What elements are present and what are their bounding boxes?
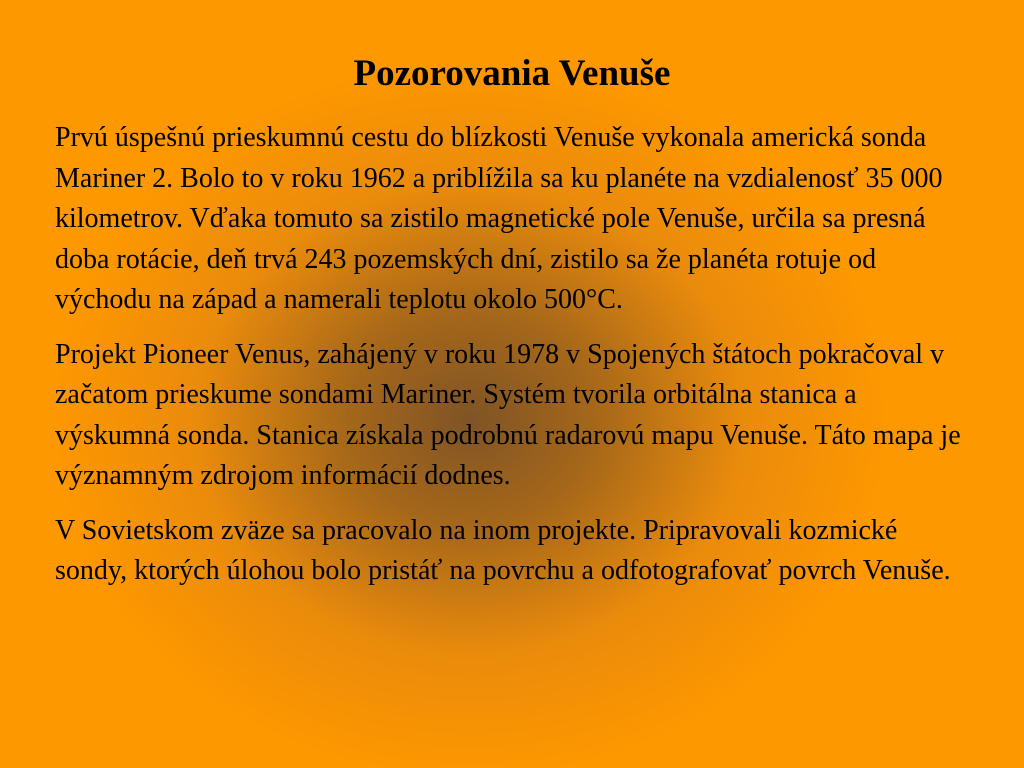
slide-title: Pozorovania Venuše bbox=[353, 53, 671, 94]
paragraph-soviet-project: V Sovietskom zväze sa pracovalo na inom projekte. Pripravovali kozmické sondy, ktorých úlohou bolo pristáť na povrchu a odfotografovať povrch Venuše. bbox=[55, 514, 951, 586]
paragraph-mariner: Prvú úspešnú prieskumnú cestu do blízkosti Venuše vykonala americká sonda Mariner 2. Bolo to v roku 1962 a priblížila sa ku planéte na vzdialenosť 35 000 kilometrov. Vďaka tomuto sa zistilo magnetické pole Venuše, určila sa presná doba rotácie, deň trvá 243 pozemských dní, zistilo sa že planéta rotuje od východu na západ a namerali teplotu okolo 500°C. bbox=[55, 122, 943, 315]
paragraph-pioneer-venus: Projekt Pioneer Venus, zahájený v roku 1978 v Spojených štátoch pokračoval v začatom prieskume sondami Mariner. Systém tvorila orbitálna stanica a výskumná sonda. Stanica získala podrobnú radarovú mapu Venuše. Táto mapa je významným zdrojom informácií dodnes. bbox=[55, 338, 961, 491]
slide-body bbox=[55, 118, 975, 606]
